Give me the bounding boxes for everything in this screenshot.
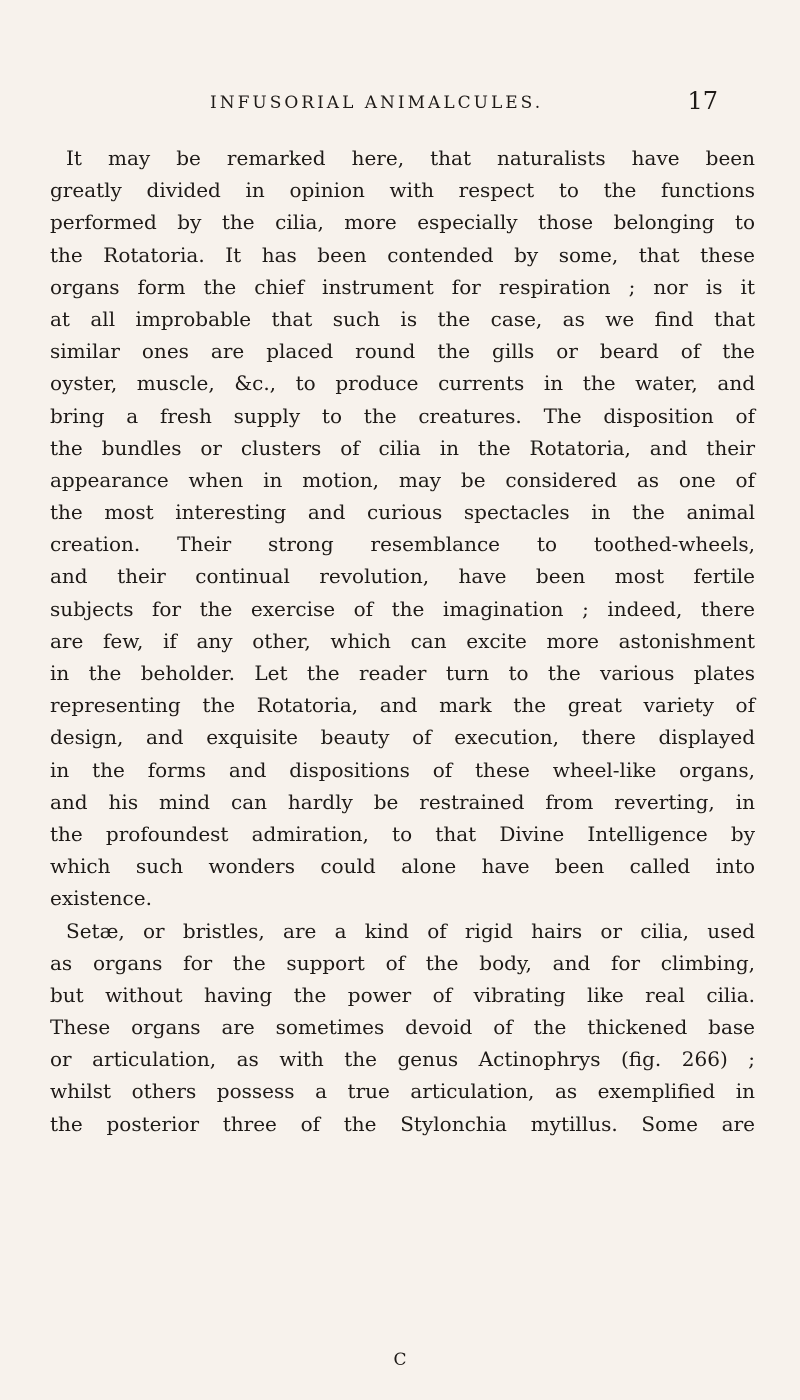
- text-line: bring a fresh supply to the creatures. The disposition of: [50, 403, 755, 428]
- text-line: the most interesting and curious spectacles in the animal: [50, 500, 755, 525]
- text-line: which such wonders could alone have been called into: [50, 854, 755, 879]
- text-line: the profoundest admiration, to that Divine Intelligence by: [50, 821, 755, 846]
- text-line: the bundles or clusters of cilia in the Rotatoria, and their: [50, 435, 755, 460]
- text-line: creation. Their strong resemblance to toothed-wheels,: [50, 532, 755, 557]
- signature-mark: C: [393, 1350, 407, 1370]
- text-line: and their continual revolution, have been most fertile: [50, 564, 755, 589]
- text-line: existence.: [50, 886, 152, 911]
- text-line: similar ones are placed round the gills or beard of the: [50, 339, 755, 364]
- body-text: [50, 142, 755, 1140]
- text-line: organs form the chief instrument for respiration ; nor is it: [50, 274, 755, 299]
- text-line: in the forms and dispositions of these wheel-like organs,: [50, 757, 755, 782]
- text-line: greatly divided in opinion with respect to the functions: [50, 178, 755, 203]
- text-line: representing the Rotatoria, and mark the great variety of: [50, 693, 755, 718]
- text-line: subjects for the exercise of the imagination ; indeed, there: [50, 596, 755, 621]
- text-line: It may be remarked here, that naturalists have been: [66, 146, 755, 170]
- running-head: INFUSORIAL ANIMALCULES.: [210, 93, 544, 113]
- text-line: but without having the power of vibrating like real cilia.: [50, 982, 755, 1007]
- text-line: Setæ, or bristles, are a kind of rigid hairs or cilia, used: [66, 918, 755, 943]
- text-line: in the beholder. Let the reader turn to the various plates: [50, 661, 755, 685]
- text-line: are few, if any other, which can excite more astonishment: [50, 628, 755, 653]
- text-line: appearance when in motion, may be considered as one of: [50, 467, 755, 492]
- text-line: whilst others possess a true articulation, as exemplified in: [50, 1079, 755, 1104]
- page-header: [0, 88, 800, 118]
- text-line: and his mind can hardly be restrained from reverting, in: [50, 789, 755, 814]
- text-line: at all improbable that such is the case, as we find that: [50, 306, 755, 331]
- text-line: These organs are sometimes devoid of the thickened base: [50, 1015, 755, 1040]
- text-line: design, and exquisite beauty of execution, there displayed: [50, 725, 755, 750]
- text-line: as organs for the support of the body, and for climbing,: [50, 950, 755, 975]
- text-line: the posterior three of the Stylonchia mytillus. Some are: [50, 1111, 755, 1136]
- text-line: performed by the cilia, more especially those belonging to: [50, 210, 755, 235]
- text-line: the Rotatoria. It has been contended by some, that these: [50, 242, 755, 267]
- text-line: oyster, muscle, &c., to produce currents in the water, and: [50, 371, 755, 396]
- text-line: or articulation, as with the genus Actinophrys (fig. 266) ;: [50, 1047, 755, 1072]
- page-number: 17: [687, 87, 718, 115]
